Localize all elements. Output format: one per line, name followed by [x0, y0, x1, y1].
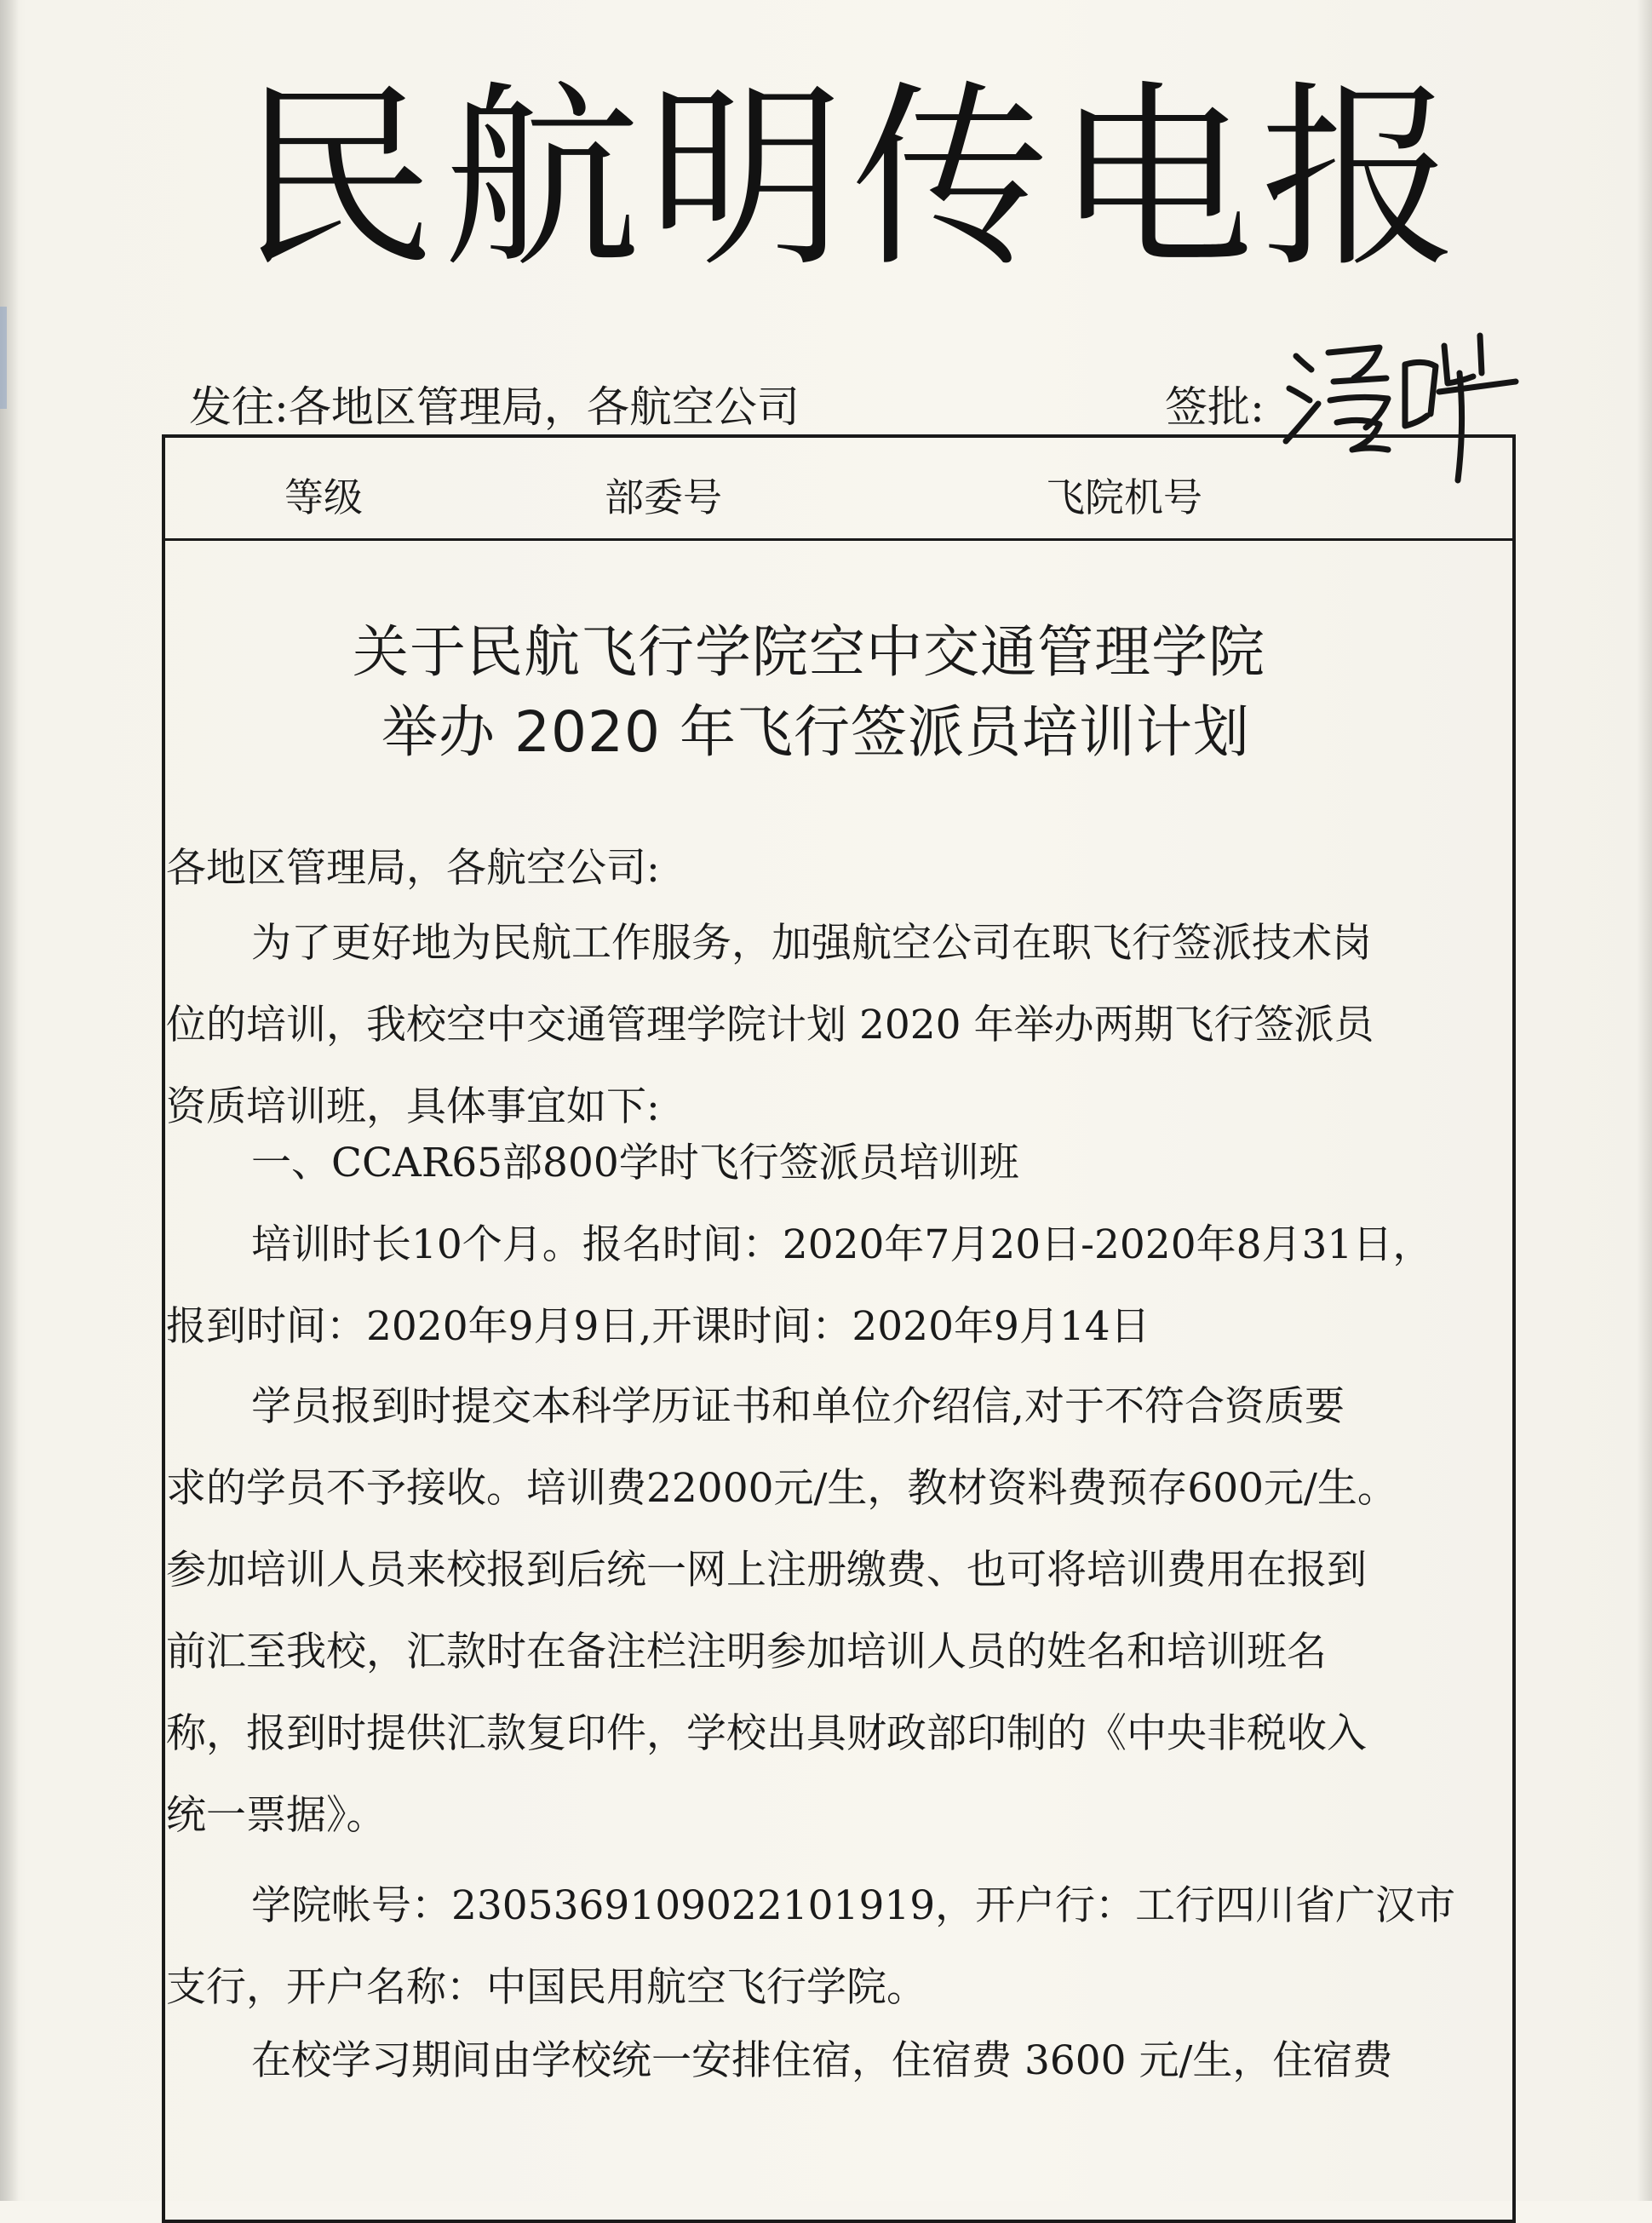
send-to-line: 发往:各地区管理局，各航空公司	[189, 382, 800, 432]
grade-label: 等级	[284, 474, 363, 520]
schedule-line: 报到时间：2020年9月9日,开课时间：2020年9月14日	[166, 1303, 1150, 1350]
dept-number-label: 部委号	[605, 474, 722, 520]
intro-line: 为了更好地为民航工作服务，加强航空公司在职飞行签派技术岗	[251, 920, 1372, 967]
intro-line: 资质培训班，具体事宜如下:	[166, 1083, 660, 1130]
fees-line: 前汇至我校，汇款时在备注栏注明参加培训人员的姓名和培训班名	[166, 1628, 1327, 1675]
account-paragraph	[166, 1865, 1494, 2029]
schedule-paragraph	[166, 1204, 1494, 1368]
lodging-line: 在校学习期间由学校统一安排住宿，住宿费 3600 元/生，住宿费	[251, 2037, 1393, 2084]
section-1-heading	[166, 1123, 1494, 1204]
account-line: 学院帐号：2305369109022101919，开户行：工行四川省广汉市	[251, 1882, 1456, 1929]
page-right-edge	[1637, 0, 1652, 2201]
telegram-header-row	[165, 438, 1512, 541]
approval-label: 签批:	[1165, 382, 1265, 432]
fees-line: 求的学员不予接收。培训费22000元/生，教材资料费预存600元/生。	[166, 1465, 1397, 1512]
fees-line: 统一票据》。	[166, 1792, 387, 1839]
intro-line: 位的培训，我校空中交通管理学院计划 2020 年举办两期飞行签派员	[166, 1002, 1374, 1048]
academy-number-label: 飞院机号	[1046, 474, 1202, 520]
salutation-text: 各地区管理局，各航空公司:	[166, 845, 660, 892]
document-title-line-2: 举办 2020 年飞行签派员培训计划	[381, 699, 1250, 765]
lodging-paragraph	[166, 2020, 1494, 2102]
fees-line: 学员报到时提交本科学历证书和单位介绍信,对于不符合资质要	[251, 1383, 1345, 1430]
fees-line: 称，报到时提供汇款复印件，学校出具财政部印制的《中央非税收入	[166, 1710, 1367, 1757]
masthead-title: 民航明传电报	[238, 63, 1466, 294]
account-line: 支行，开户名称：中国民用航空飞行学院。	[166, 1964, 926, 2011]
fees-line: 参加培训人员来校报到后统一网上注册缴费、也可将培训费用在报到	[166, 1547, 1367, 1594]
page-edge-tab	[0, 307, 7, 409]
intro-paragraph	[166, 903, 1494, 1148]
document-title-line-1: 关于民航飞行学院空中交通管理学院	[353, 619, 1265, 685]
schedule-line: 培训时长10个月。报名时间：2020年7月20日-2020年8月31日，	[251, 1221, 1433, 1268]
section-heading-text: 一、CCAR65部800学时飞行签派员培训班	[251, 1140, 1019, 1186]
fees-paragraph	[166, 1366, 1494, 1857]
salutation	[166, 828, 1494, 910]
